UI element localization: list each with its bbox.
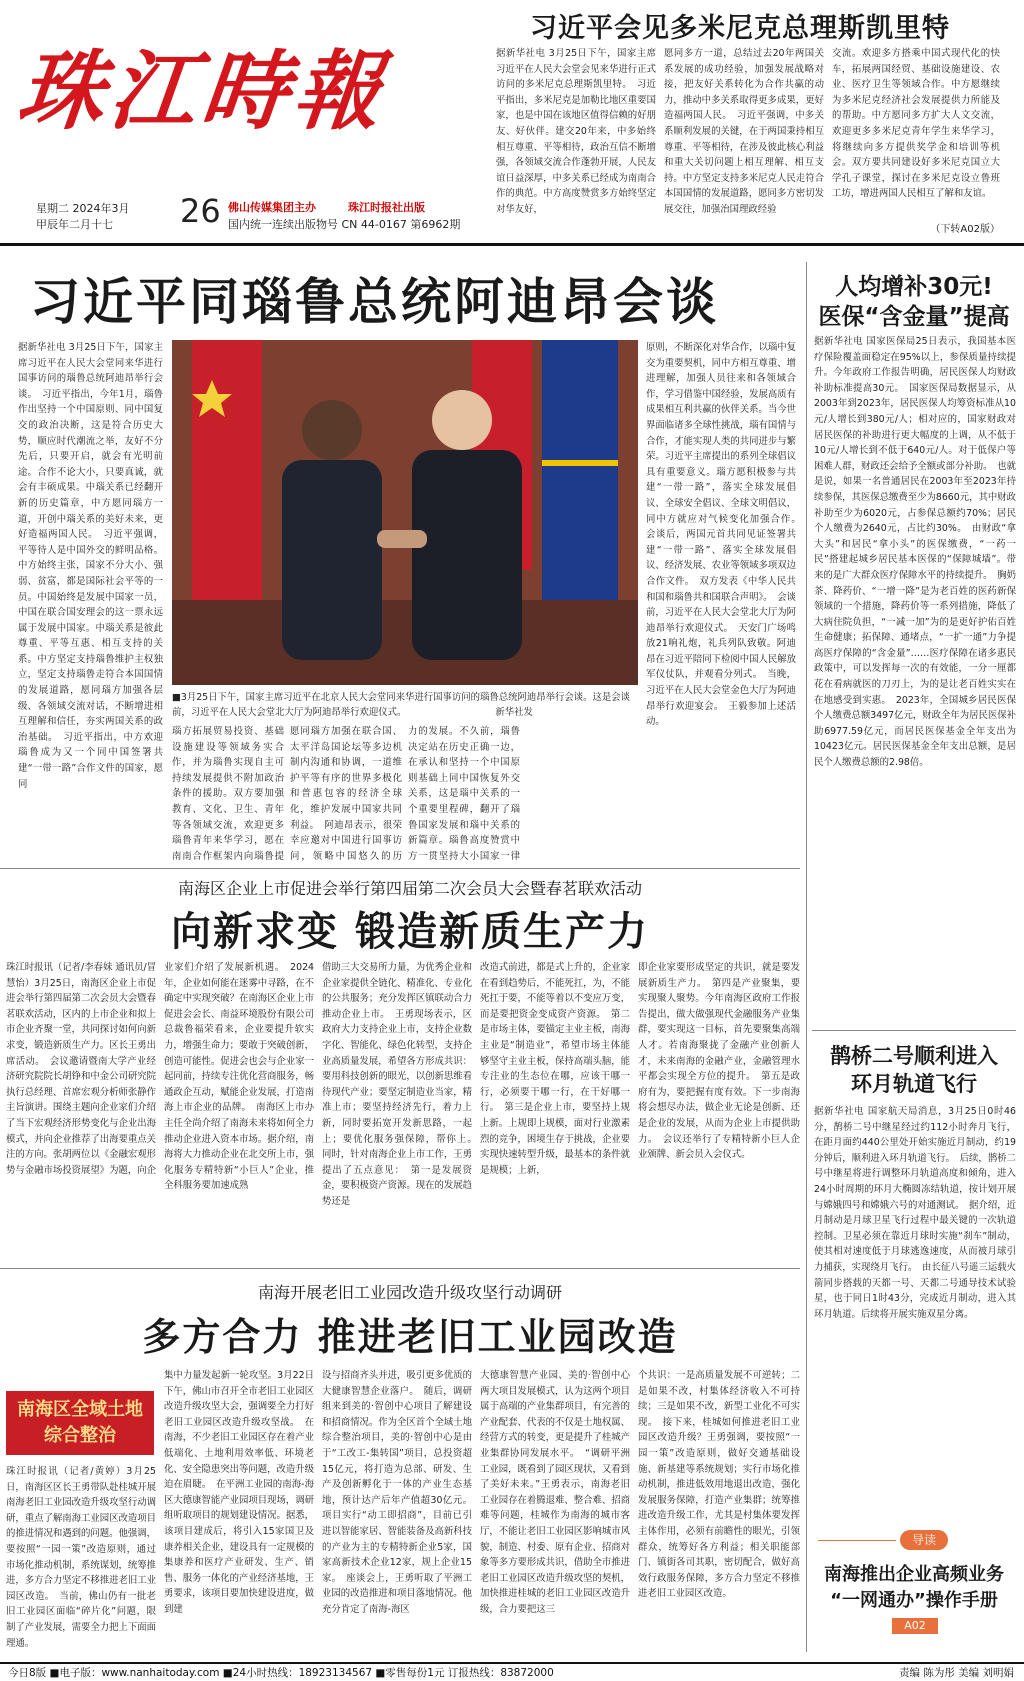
top-story-col2: 愿同多方一道，总结过去20年两国关系发展的成功经验，加强发展战略对接，把友好关系转化为合作共赢的动力，推动中多关系取得更多成果，更好造福两国人民。 习近平强调，中多关系顺利发展的关键，在于两国秉持相互尊重、平等相待，在涉及彼此核心利益和重大关切问题上相互理解、相互支持。中方坚定支持多米尼克人民走符合本国国情的发展道路，愿同多方密切发展交往，加强治国理政经验: [664, 48, 824, 215]
sidebar2-headline-line2[interactable]: 环月轨道飞行: [851, 1072, 977, 1096]
publisher-press: 珠江时报社出版: [348, 201, 425, 214]
section-rule-1: [0, 868, 800, 869]
masthead-logo: 珠江時報: [12, 41, 392, 142]
footer-info: 今日8版 ■电子版：www.nanhaitoday.com ■24小时热线：18923134567 ■零售每份1元 订报热线：83872000: [8, 1667, 554, 1679]
main-story-col1: 据新华社电 3月25日下午，国家主席习近平在人民大会堂同来华进行国事访问的瑙鲁总统阿迪昂举行会谈。 习近平指出，今年1月，瑙鲁作出坚持一个中国原则、同中国复交的政治决断，这是符合历史大势，顺应时代潮流之举，友好不分先后，只要开启，就会有光明前途。合作不论大小，只要真诚，就会有丰硕成果。中瑙关系已经翻开新的历史篇章，中方愿同瑙方一道，开创中瑙关系的美好未来，更好造福两国人民。 习近平强调，平等待人是中国外交的鲜明品格。中方始终主张，国家不分大小、强弱、贫富，都是国际社会平等的一员。中国始终是发展中国家一员，中国在联合国安理会的这一票永远属于发展中国家。中瑙关系是彼此尊重、平等互惠、相互支持的关系。中方坚定支持瑙鲁维护主权独立，坚定支持瑙鲁走符合本国国情的发展道路，愿同瑙方加强各层级、各领域交流对话，不断增进相互理解和信任，夯实两国关系的政治基础。 习近平指出，中方欢迎瑙鲁成为又一个同中国签署共建“一带一路”合作文件的国家，愿同: [18, 342, 163, 790]
top-story-continued[interactable]: （下转A02版）: [930, 224, 1000, 235]
news-photo: [172, 340, 638, 685]
guide-headline-line2[interactable]: “一网通办”操作手册: [830, 1590, 998, 1611]
main-story-headline[interactable]: 习近平同瑙鲁总统阿迪昂会谈: [30, 273, 719, 331]
story4-col1: 珠江时报讯（记者/黄婷）3月25日，南海区区长王勇带队赴桂城开展南海老旧工业园改造升级攻坚行动调研，重点了解南海工业园区改造项目的推进情况和遇到的问题。他强调，要按照“一园一策”改造原则，通过市场化推动机制，系统谋划，统筹推进，多方合力坚定不移推进老旧工业园区改造。 当前，佛山仍有一批老旧工业园区面临“碎片化”问题，限制了产业发展，需要全力把上下面面理通。: [6, 1466, 156, 1649]
story4-kicker: 南海开展老旧工业园改造升级攻坚行动调研: [257, 1283, 562, 1302]
topic-badge-line1: 南海区全域土地: [17, 1399, 143, 1420]
masthead-divider: [0, 243, 1024, 246]
main-story-col2: 瑙方拓展贸易投资、基础设施建设等领域务实合作，并为瑙鲁实现自主可持续发展提供不附加政治条件的援助。双方要加强教育、文化、卫生、青年等各领域交流，欢迎更多瑙鲁青年来华学习，愿在南南合作框架内向瑙鲁提: [172, 726, 284, 862]
sidebar2-body: 据新华社电 国家航天局消息，3月25日0时46分，鹊桥二号中继星经过约112小时奔月飞行，在距月面约440公里处开始实施近月制动，约19分钟后，顺利进入环月轨道飞行。 后续，鹊桥二号中继星将进行调整环月轨道高度和倾角，进入24小时周期的环月大椭圆冻结轨道，按计划开展与嫦娥四号和嫦娥六号的对通测试。 据介绍，近月制动是月球卫星飞行过程中最关键的一次轨道控制。卫星必须在靠近月球时实施“刹车”制动，使其相对速度低于月球逃逸速度，从而被月球引力捕获，实现绕月飞行。 由长征八号遥三运载火箭同步搭载的天都一号、天都二号通导技术试验星，也于同日1时43分，完成近月制动，进入其环月轨道。后续将开展实施双星分离。: [814, 1106, 1016, 1320]
publisher-owner: 佛山传媒集团主办: [228, 201, 316, 214]
story3-col3: 借助三大交易所力量，为优秀企业和企业家提供全链化、精准化、专业化的公共服务；充分发挥区镇联动合力推动企业上市。 王勇现场表示，区政府大力支持企业上市，支持企业数字化、智能化、绿色化转型，支持企业高质量发展，希望各方形成共识：要用科技创新的眼光，以创新思维看待现代产业；要坚定制造业当家，精准上市；要坚持经济先行，着力上新，同时要拓宽开发新思路，一起上；要优化服务强保障，帮你上。 同时，针对南海企业上市工作，王勇提出了五点意见： 第一是发展资金，要积极资产资源。现在的发展趋势还是: [322, 962, 472, 1207]
sidebar2-headline-line1[interactable]: 鹊桥二号顺利进入: [830, 1044, 998, 1068]
section-rule-2: [0, 1268, 800, 1269]
guide-page-badge[interactable]: A02: [892, 1618, 938, 1634]
handshake-photo-illustration: [172, 340, 638, 685]
guide-badge: 导读: [900, 1530, 948, 1550]
cn-number: 国内统一连续出版物号 CN 44-0167 第6962期: [228, 218, 461, 231]
top-story-col3: 交流。欢迎多方搭乘中国式现代化的快车，拓展两国经贸、基础设施建设、农业、医疗卫生等领域合作。中方愿继续为多米尼克经济社会发展提供力所能及的帮助。中方愿同多方扩大人文交流，欢迎更多多米尼克青年学生来华学习，将继续向多方提供奖学金和培训等机会。双方要共同建设好多米尼克国立大学孔子课堂，探讨在多米尼克设立鲁班工坊，增进两国人民相互了解和友谊。: [832, 48, 1000, 200]
main-story-col4: 力的发展。不久前，瑙鲁决定站在历史正确一边，在承认和坚持一个中国原则基础上同中国恢复外交关系，这是瑙中关系的一个重要里程碑，翻开了瑙鲁国家发展和瑙中关系的新篇章。瑙鲁高度赞赏中方一贯坚持大小国家一律: [408, 726, 520, 862]
guide-headline-line1[interactable]: 南海推出企业高频业务: [824, 1564, 1004, 1585]
topic-badge-line2: 综合整治: [44, 1425, 116, 1446]
sidebar1-headline-line2[interactable]: 医保“含金量”提高: [818, 304, 1010, 330]
main-story-col3: 愿同瑙方加强在联合国、太平洋岛国论坛等多边机制内沟通和协调，一道维护平等有序的世界多极化和普惠包容的经济全球化，维护发展中国家共同利益。 阿迪昂表示，很荣幸应邀对中国进行国事访问，领略中国悠久的历: [290, 726, 402, 862]
sidebar1-headline-line1[interactable]: 人均增补30元!: [835, 274, 993, 300]
story3-kicker: 南海区企业上市促进会举行第四届第二次会员大会暨春茗联欢活动: [177, 879, 642, 898]
story4-col4: 大德康智慧产业园、美的·智创中心两大项目发展模式，认为这两个项目属于高端的产业集群项目，有完善的产业配套、代表的不仅是土地权属、经营方式的转变，更是提升了桂城产业集群协同发展水平。 “调研平洲工业园，既看到了园区现状，又看到了美好未来。”王勇表示，南海老旧工业园存在着腾退难、整合难、招商难等问题，桂城作为南海的城市客厅，不能让老旧工业园区影响城市风貌，制造、村委、原有企业、招商对象等多方要形成共识，借助全市推进老旧工业园区改造升级攻坚的契机，加快推进桂城的老旧工业园区改造升级，合力要把这三: [480, 1370, 630, 1615]
main-story-col5: 原则，不断深化对华合作，以瑙中复交为重要契机，同中方相互尊重、增进理解，加强人员往来和各领域合作，学习借鉴中国经验，发展高质有成果相互利共赢的伙伴关系。当今世界面临诸多全球性挑战，瑙有国情与合作，才能实现人类的共同进步与繁荣。习近平主席提出的系列全球倡议具有重要意义。瑙方愿积极参与共建“一带一路”，落实全球发展倡议、全球安全倡议、全球文明倡议，同中方就应对气候变化加强合作。 会谈后，两国元首共同见证签署共建“一带一路”、落实全球发展倡议、经济发展、农业等领域多项双边合作文件。 双方发表《中华人民共和国和瑙鲁共和国联合声明》。 会谈前，习近平在人民大会堂北大厅为阿迪昂举行欢迎仪式。 天安门广场鸣放21响礼炮，礼兵列队致敬。阿迪昂在习近平陪同下检阅中国人民解放军仪仗队，并观看分列式。 当晚，习近平在人民大会堂金色大厅为阿迪昂举行欢迎宴会。 王毅参加上述活动。: [646, 342, 796, 728]
sidebar1-body: 据新华社电 国家医保局25日表示，我国基本医疗保险覆盖面稳定在95%以上，参保质量持续提升。今年政府工作报告明确，居民医保人均财政补助标准提高30元。 国家医保局数据显示，从2003年到2023年，居民医保人均筹资标准从10元/人增长到380元/人；相对应的，国家财政对居民医保的补助进行更大幅度的上调，从不低于10元/人增长到不低于640元/人。对于低保户等困难人群，财政还会给予全额或部分补助。 也就是说，如果一名普通居民在2003年至2023年持续参保，其医保总缴费至少为8660元，其中财政补助至少为6020元，占参保总额约70%；居民个人缴费为2640元，占比约30%。 由财政“拿大头”和居民“拿小头”的医保缴费，“一药一民”搭建起城乡居民基本医保的“保障城墙”。带来的是广大群众医疗保障水平的持续提升。 胸奶茶、降药价、“一增一降”是为老百姓的医药新保领域的一个措施，降药价等一系列措施，降低了大病住院负担，“一减一加”为的是更好护佑百姓生命健康；拓保障、通堵点，“一扩一通”力争提高医疗保障的“含金量”……医疗保障在诸多惠民政策中，可以发挥每一次的有效能，一分一厘都花在看病就医的刀刃上，为的是让老百姓实实在在地感受到实惠。 2023年，全国城乡居民医保个人缴费总额3497亿元，财政全年为居民医保补助6977.59亿元，而居民医保基金全年支出为10423亿元。居民医保基金全年支出总额，是居民个人缴费总额的2.98倍。: [814, 336, 1016, 769]
dateline: [18, 192, 478, 234]
top-story-col1: 据新华社电 3月25日下午，国家主席习近平在人民大会堂会见来华进行正式访问的多米尼克总理斯凯里特。 习近平指出，多米尼克是加勒比地区重要国家，也是中国在该地区值得信赖的好朋友、好伙伴。建交20年来，中多始终相互尊重、平等相待，政治互信不断增强，各领域交流合作蓬勃开展，人民友谊日益深厚，中多关系已经成为南南合作的典范。中方高度赞赏多方始终坚定对华友好，: [496, 48, 656, 215]
page-footer: [0, 1662, 1024, 1681]
photo-caption: ■3月25日下午，国家主席习近平在北京人民大会堂同来华进行国事访问的瑙鲁总统阿迪昂举行会谈。这是会谈前，习近平在人民大会堂北大厅为阿迪昂举行欢迎仪式。 新华社发: [172, 692, 631, 718]
top-story-headline[interactable]: 习近平会见多米尼克总理斯凯里特: [530, 13, 950, 44]
story4-headline[interactable]: 多方合力 推进老旧工业园改造: [142, 1315, 678, 1359]
weekday-date: 星期二 2024年3月: [36, 202, 130, 215]
story3-col1: 珠江时报讯（记者/李春妹 通讯员/冒慧怡）3月25日，南海区企业上市促进会举行第四届第二次会员大会暨春茗联欢活动，区内的上市企业和拟上市企业齐聚一堂，共同探讨如何向新求变，锻造新质生产力。区长王勇出席活动。 会议邀请暨南大学产业经济研究院院长胡铮和中金公司研究院执行总经理、首席宏观分析师张静作主旨演讲。围绕主题向企业家们介绍了当下宏观经济形势变化与企业出海模式，并向企业推荐了出海要重点关注的方向。张胡两位以《金融宏观形势与金融市场投资展望》为题，向企: [6, 962, 156, 1176]
footer-editors: 责编 陈为彤 美编 刘明娟: [898, 1667, 1014, 1679]
story4-col3: 设与招商齐头并进，吸引更多优质的大健康智慧企业落户。 随后，调研组来到美的·智创中心项目了解建设和招商情况。作为全区首个全域土地综合整治项目，美的·智创中心是由于“工改工-集转国”项目，总投资超15亿元，将打造为总部、研发、生产及创新孵化于一体的产业生态基地，预计达产后年产值超30亿元。项目实行“动工即招商”，目前已引进以智能家居、智能装备及高新科技的产业为主的专精特新企业5家，国家高新技术企业12家，规上企业15家。 座谈会上，王勇听取了平洲工业园的改造推进和项目落地情况。他充分肯定了南海-海区: [322, 1370, 472, 1615]
sidebar-rule-1: [812, 1030, 1016, 1031]
topic-badge[interactable]: [6, 1391, 154, 1455]
story3-col2: 业家们介绍了发展新机遇。 2024年，企业如何能在迷雾中寻路，在不确定中实现突破？在南海区企业上市促进会会长、南益环境股份有限公司总裁鲁福荣看来，企业要提升软实力，增强生命力；要敢于突破创新，创造可能性。促进会也会与企业家一起同前，持续专注优化营商服务，畅通政企互动，赋能企业发展，打造南海上市企业的品牌。 南海区上市办主任全尚介绍了南海未来将如何全力推动企业进入资本市场。据介绍，南海将大力推动企业在北交所上市，强化服务专精特新“小巨人”企业，推全科服务要加速成熟: [164, 962, 314, 1192]
story3-col5: 即企业家要形成坚定的共识，就是要发展新质生产力。 第四是产业聚集，要实现聚人聚势。今年南海区政府工作报告提出，做大做强现代金融服务产业集群，要实现这一目标，首先要聚集高端人才。若南海聚拢了金融产业创新人才，未来南海的金融产业，金融管理水平都会实现全方位的提升。 第五是政府有为，要把握有度有效。下一步南海将会想尽办法，做企业无论是创新、还是企业的发展，从而为企业上市提供助力。 会议还举行了专精特新小巨人企业颁牌、新会员入会仪式。: [638, 962, 800, 1161]
story4-col5: 个共识：一是高质量发展不可逆转；二是如果不改，村集体经济收入不可持续；三是如果不改，新型工业化不可实现。 接下来，桂城如何推进老旧工业园区改造升级？王勇强调，要按照“一园一策”改造原则，做好交通基础设施、新基建等系统规划；实行市场化推动机制，推进低效用地退出改造，强化发展服务保障，打造产业集群；统筹推进改造升级工作，尤其是村集体要发挥主体作用，必须有前瞻性的眼光，引领群众，统筹好各方利益；相关职能部门、镇街各司其职，密切配合，做好高效行政服务保障，多方合力坚定不移推进老旧工业园区改造。: [638, 1370, 800, 1600]
story3-headline[interactable]: 向新求变 锻造新质生产力: [171, 909, 649, 955]
story4-col2: 集中力量发起新一轮攻坚。3月22日下午，佛山市召开全市老旧工业园区改造升级攻坚大会，强调要全力打好老旧工业园区改造升级攻坚战。 在南海，不少老旧工业园区存在着产业低端化、土地利用效率低、环境老化、安全隐患突出等问题，改造升级迫在眉睫。 在平洲工业园的南海-海区大德康智能产业园项目现场，调研组听取项目的规划建设情况。据悉，该项目建成后，将引入15家国卫及康养相关企业，建设具有一定规模的集康养和医疗产业研发、生产、销售、服务一体化的产业经济基地，王勇要求，该项目要加快建设进度，做到建: [164, 1370, 314, 1615]
day-number: 26: [180, 192, 221, 230]
story3-col4: 改造式前进，都是式上升的，企业家在看到趋势后，不能死扛，为，不能死扛于要，不能等着以不变应万变，而是要把资金变成资产资源。 第二是市场主体，要锚定主业主板，南海主业是“制造业”，希望市场主体能够坚守主业主板，保持高端头脑，能专注业的生态位在哪，应该干哪一行，必须要干哪一行，在干好哪一行。 第三是企业上市，要坚持上规上新。上规即上规模，面对行业激素烈的竞争，困境生存于挑战，企业要实现快速转型升级，最基本的条件就是规模；上新，: [480, 962, 630, 1176]
lunar-date: 甲辰年二月十七: [36, 218, 113, 231]
sidebar-divider: [806, 262, 807, 1652]
guide-rule-left: [818, 1540, 896, 1541]
